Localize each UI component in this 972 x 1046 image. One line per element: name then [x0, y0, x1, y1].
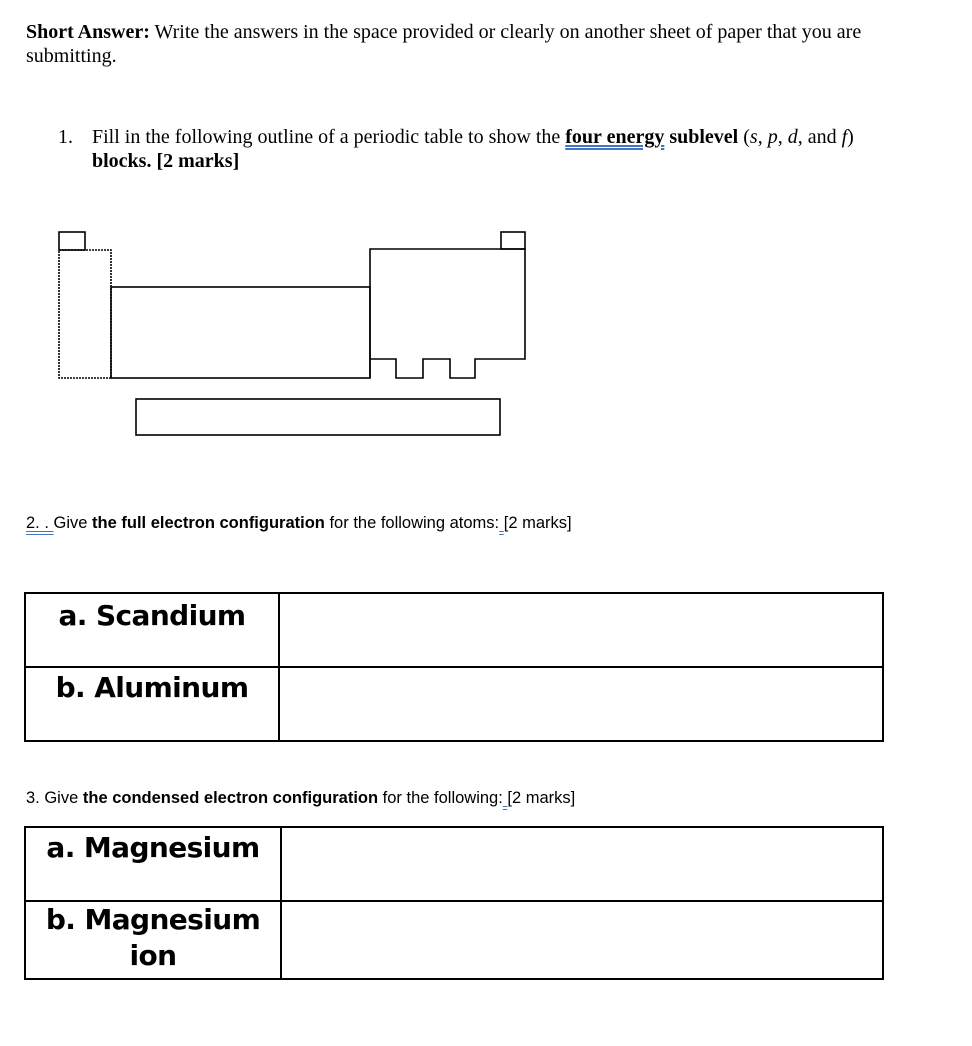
instructions-text: Write the answers in the space provided or clearly on another sheet of paper that you are submitting. [26, 21, 862, 67]
q1-and: , and [797, 126, 842, 148]
aluminum-label: b. Aluminum [25, 667, 279, 741]
scandium-label: a. Scandium [25, 593, 279, 667]
instructions-label: Short Answer: [26, 21, 150, 43]
q1-p: p [767, 126, 778, 148]
q1-four-energy: four energy [565, 126, 665, 148]
q1-sublevel: sublevel [664, 126, 739, 148]
magnesium-ion-answer-cell[interactable] [281, 901, 883, 979]
magnesium-label: a. Magnesium [25, 827, 281, 901]
question-3 [26, 787, 575, 809]
question-2-answer-table [24, 592, 884, 742]
periodic-table-outline [0, 0, 972, 460]
s-block-outline [59, 250, 111, 378]
aluminum-answer-cell[interactable] [279, 667, 883, 741]
question-1-number: 1. [58, 126, 73, 148]
q1-f: f [841, 126, 848, 148]
q2-bold: the full electron configuration [92, 514, 325, 532]
q1-s: s [749, 126, 758, 148]
q1-d: d [787, 126, 798, 148]
table-row [25, 667, 883, 741]
table-row [25, 593, 883, 667]
scandium-answer-cell[interactable] [279, 593, 883, 667]
helium-box [501, 232, 525, 249]
d-block-outline [111, 287, 370, 378]
q1-comma-1: , [757, 126, 768, 148]
q1-blocks-marks: blocks. [2 marks] [92, 150, 240, 172]
q3-marks: [2 marks] [507, 789, 576, 807]
table-row [25, 901, 883, 979]
q1-paren-open: ( [738, 126, 750, 148]
magnesium-ion-label [25, 901, 281, 979]
q2-text-b: for the following atoms: [324, 514, 500, 532]
p-block-outline [370, 249, 525, 378]
question-3-answer-table [24, 826, 884, 980]
f-block-outline [136, 399, 500, 435]
q1-text-a: Fill in the following outline of a periodic table to show the [92, 126, 566, 148]
question-2 [26, 512, 572, 534]
hydrogen-box [59, 232, 85, 250]
q2-text-a: Give [53, 514, 93, 532]
q1-comma-2: , [777, 126, 788, 148]
q2-marks: [2 marks] [503, 514, 572, 532]
magnesium-answer-cell[interactable] [281, 827, 883, 901]
table-row [25, 827, 883, 901]
q3-bold: the condensed electron configuration [82, 789, 379, 807]
q3-text-b: for the following: [378, 789, 503, 807]
q3-text-a: Give [39, 789, 83, 807]
magnesium-ion-label-line-1: b. Magnesium [45, 903, 261, 936]
question-3-number: 3. [26, 789, 40, 807]
q1-paren-close: ) [847, 126, 854, 148]
question-2-number: 2. . [26, 514, 54, 532]
magnesium-ion-label-line-2: ion [129, 939, 177, 972]
